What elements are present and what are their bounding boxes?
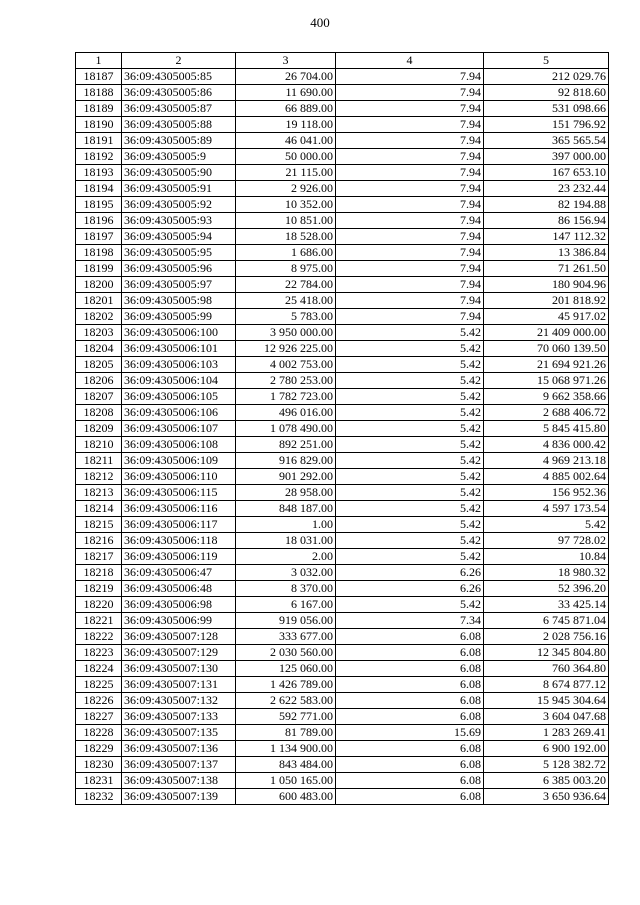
rate-cell: 6.08	[336, 645, 484, 661]
rate-cell: 7.94	[336, 181, 484, 197]
row-number-cell: 18189	[76, 101, 122, 117]
table-row	[76, 437, 609, 453]
table-row	[76, 485, 609, 501]
value-cell: 6 745 871.04	[484, 613, 609, 629]
rate-cell: 7.94	[336, 85, 484, 101]
rate-cell: 6.08	[336, 629, 484, 645]
table-row	[76, 693, 609, 709]
area-cell: 1 078 490.00	[236, 421, 336, 437]
cadastral-number-cell: 36:09:4305007:129	[122, 645, 236, 661]
area-cell: 1 782 723.00	[236, 389, 336, 405]
rate-cell: 5.42	[336, 421, 484, 437]
table-row	[76, 165, 609, 181]
area-cell: 81 789.00	[236, 725, 336, 741]
column-header-4: 4	[336, 53, 484, 69]
row-number-cell: 18230	[76, 757, 122, 773]
value-cell: 33 425.14	[484, 597, 609, 613]
area-cell: 8 370.00	[236, 581, 336, 597]
table-row	[76, 709, 609, 725]
cadastral-number-cell: 36:09:4305006:106	[122, 405, 236, 421]
value-cell: 151 796.92	[484, 117, 609, 133]
area-cell: 600 483.00	[236, 789, 336, 805]
row-number-cell: 18195	[76, 197, 122, 213]
row-number-cell: 18227	[76, 709, 122, 725]
rate-cell: 6.08	[336, 773, 484, 789]
area-cell: 919 056.00	[236, 613, 336, 629]
rate-cell: 7.94	[336, 165, 484, 181]
column-header-2: 2	[122, 53, 236, 69]
table-row	[76, 293, 609, 309]
row-number-cell: 18203	[76, 325, 122, 341]
table-row	[76, 789, 609, 805]
table-row	[76, 245, 609, 261]
value-cell: 365 565.54	[484, 133, 609, 149]
value-cell: 8 674 877.12	[484, 677, 609, 693]
row-number-cell: 18197	[76, 229, 122, 245]
table-row	[76, 773, 609, 789]
table-row	[76, 613, 609, 629]
cadastral-number-cell: 36:09:4305007:136	[122, 741, 236, 757]
table-row	[76, 85, 609, 101]
rate-cell: 6.08	[336, 741, 484, 757]
row-number-cell: 18210	[76, 437, 122, 453]
table-row	[76, 469, 609, 485]
table-row	[76, 725, 609, 741]
area-cell: 1 050 165.00	[236, 773, 336, 789]
area-cell: 1 134 900.00	[236, 741, 336, 757]
cadastral-number-cell: 36:09:4305005:93	[122, 213, 236, 229]
rate-cell: 7.94	[336, 277, 484, 293]
rate-cell: 7.94	[336, 245, 484, 261]
value-cell: 5 128 382.72	[484, 757, 609, 773]
row-number-cell: 18229	[76, 741, 122, 757]
cadastral-number-cell: 36:09:4305006:104	[122, 373, 236, 389]
rate-cell: 5.42	[336, 405, 484, 421]
value-cell: 23 232.44	[484, 181, 609, 197]
row-number-cell: 18207	[76, 389, 122, 405]
area-cell: 916 829.00	[236, 453, 336, 469]
cadastral-number-cell: 36:09:4305006:108	[122, 437, 236, 453]
row-number-cell: 18198	[76, 245, 122, 261]
row-number-cell: 18194	[76, 181, 122, 197]
value-cell: 97 728.02	[484, 533, 609, 549]
value-cell: 167 653.10	[484, 165, 609, 181]
table-row	[76, 453, 609, 469]
area-cell: 592 771.00	[236, 709, 336, 725]
rate-cell: 7.94	[336, 117, 484, 133]
row-number-cell: 18231	[76, 773, 122, 789]
rate-cell: 7.94	[336, 213, 484, 229]
table-row	[76, 661, 609, 677]
value-cell: 52 396.20	[484, 581, 609, 597]
cadastral-number-cell: 36:09:4305006:115	[122, 485, 236, 501]
rate-cell: 7.94	[336, 309, 484, 325]
row-number-cell: 18199	[76, 261, 122, 277]
row-number-cell: 18206	[76, 373, 122, 389]
area-cell: 21 115.00	[236, 165, 336, 181]
page-number: 400	[310, 15, 330, 30]
table-row	[76, 213, 609, 229]
area-cell: 2 030 560.00	[236, 645, 336, 661]
table-row	[76, 325, 609, 341]
row-number-cell: 18187	[76, 69, 122, 85]
area-cell: 19 118.00	[236, 117, 336, 133]
area-cell: 18 528.00	[236, 229, 336, 245]
cadastral-number-cell: 36:09:4305005:89	[122, 133, 236, 149]
rate-cell: 7.94	[336, 133, 484, 149]
rate-cell: 5.42	[336, 597, 484, 613]
row-number-cell: 18202	[76, 309, 122, 325]
table-row	[76, 645, 609, 661]
cadastral-number-cell: 36:09:4305005:94	[122, 229, 236, 245]
table-row	[76, 69, 609, 85]
table-row	[76, 517, 609, 533]
table-row	[76, 229, 609, 245]
row-number-cell: 18200	[76, 277, 122, 293]
value-cell: 6 385 003.20	[484, 773, 609, 789]
table-row	[76, 389, 609, 405]
value-cell: 10.84	[484, 549, 609, 565]
row-number-cell: 18205	[76, 357, 122, 373]
table-row	[76, 373, 609, 389]
value-cell: 21 409 000.00	[484, 325, 609, 341]
rate-cell: 6.08	[336, 789, 484, 805]
value-cell: 70 060 139.50	[484, 341, 609, 357]
row-number-cell: 18220	[76, 597, 122, 613]
rate-cell: 5.42	[336, 453, 484, 469]
cadastral-number-cell: 36:09:4305006:100	[122, 325, 236, 341]
table-row	[76, 677, 609, 693]
area-cell: 1 686.00	[236, 245, 336, 261]
row-number-cell: 18232	[76, 789, 122, 805]
area-cell: 26 704.00	[236, 69, 336, 85]
rate-cell: 7.94	[336, 229, 484, 245]
value-cell: 4 836 000.42	[484, 437, 609, 453]
cadastral-number-cell: 36:09:4305006:48	[122, 581, 236, 597]
value-cell: 212 029.76	[484, 69, 609, 85]
cadastral-number-cell: 36:09:4305005:90	[122, 165, 236, 181]
row-number-cell: 18221	[76, 613, 122, 629]
area-cell: 18 031.00	[236, 533, 336, 549]
cadastral-number-cell: 36:09:4305005:92	[122, 197, 236, 213]
cadastral-number-cell: 36:09:4305005:85	[122, 69, 236, 85]
table-row	[76, 197, 609, 213]
row-number-cell: 18214	[76, 501, 122, 517]
table-row	[76, 565, 609, 581]
value-cell: 18 980.32	[484, 565, 609, 581]
area-cell: 8 975.00	[236, 261, 336, 277]
cadastral-number-cell: 36:09:4305007:131	[122, 677, 236, 693]
rate-cell: 7.94	[336, 293, 484, 309]
cadastral-number-cell: 36:09:4305005:96	[122, 261, 236, 277]
row-number-cell: 18222	[76, 629, 122, 645]
rate-cell: 6.26	[336, 581, 484, 597]
cadastral-number-cell: 36:09:4305006:103	[122, 357, 236, 373]
cadastral-number-cell: 36:09:4305007:135	[122, 725, 236, 741]
table-row	[76, 277, 609, 293]
area-cell: 843 484.00	[236, 757, 336, 773]
value-cell: 531 098.66	[484, 101, 609, 117]
cadastral-number-cell: 36:09:4305005:95	[122, 245, 236, 261]
rate-cell: 15.69	[336, 725, 484, 741]
table-row	[76, 117, 609, 133]
area-cell: 496 016.00	[236, 405, 336, 421]
rate-cell: 5.42	[336, 357, 484, 373]
table-row	[76, 757, 609, 773]
value-cell: 71 261.50	[484, 261, 609, 277]
table-header-row	[76, 53, 609, 69]
value-cell: 21 694 921.26	[484, 357, 609, 373]
row-number-cell: 18225	[76, 677, 122, 693]
cadastral-number-cell: 36:09:4305006:116	[122, 501, 236, 517]
row-number-cell: 18215	[76, 517, 122, 533]
cadastral-number-cell: 36:09:4305007:137	[122, 757, 236, 773]
table-row	[76, 101, 609, 117]
value-cell: 4 969 213.18	[484, 453, 609, 469]
value-cell: 760 364.80	[484, 661, 609, 677]
rate-cell: 5.42	[336, 549, 484, 565]
row-number-cell: 18211	[76, 453, 122, 469]
cadastral-number-cell: 36:09:4305005:91	[122, 181, 236, 197]
row-number-cell: 18218	[76, 565, 122, 581]
row-number-cell: 18209	[76, 421, 122, 437]
table-row	[76, 629, 609, 645]
rate-cell: 5.42	[336, 517, 484, 533]
area-cell: 2 926.00	[236, 181, 336, 197]
cadastral-number-cell: 36:09:4305005:97	[122, 277, 236, 293]
row-number-cell: 18213	[76, 485, 122, 501]
table-row	[76, 581, 609, 597]
rate-cell: 5.42	[336, 533, 484, 549]
row-number-cell: 18224	[76, 661, 122, 677]
table-body	[76, 53, 609, 805]
row-number-cell: 18201	[76, 293, 122, 309]
area-cell: 848 187.00	[236, 501, 336, 517]
area-cell: 892 251.00	[236, 437, 336, 453]
area-cell: 25 418.00	[236, 293, 336, 309]
row-number-cell: 18190	[76, 117, 122, 133]
value-cell: 9 662 358.66	[484, 389, 609, 405]
table-row	[76, 741, 609, 757]
cadastral-number-cell: 36:09:4305006:105	[122, 389, 236, 405]
value-cell: 3 650 936.64	[484, 789, 609, 805]
table-row	[76, 597, 609, 613]
value-cell: 2 028 756.16	[484, 629, 609, 645]
cadastral-number-cell: 36:09:4305005:86	[122, 85, 236, 101]
value-cell: 5 845 415.80	[484, 421, 609, 437]
area-cell: 11 690.00	[236, 85, 336, 101]
area-cell: 333 677.00	[236, 629, 336, 645]
table-row	[76, 501, 609, 517]
cadastral-number-cell: 36:09:4305006:107	[122, 421, 236, 437]
cadastral-number-cell: 36:09:4305007:128	[122, 629, 236, 645]
rate-cell: 6.08	[336, 757, 484, 773]
table-row	[76, 309, 609, 325]
rate-cell: 5.42	[336, 501, 484, 517]
table-row	[76, 533, 609, 549]
value-cell: 86 156.94	[484, 213, 609, 229]
table-row	[76, 133, 609, 149]
column-header-1: 1	[76, 53, 122, 69]
area-cell: 50 000.00	[236, 149, 336, 165]
table-row	[76, 149, 609, 165]
row-number-cell: 18192	[76, 149, 122, 165]
value-cell: 92 818.60	[484, 85, 609, 101]
area-cell: 2.00	[236, 549, 336, 565]
cadastral-number-cell: 36:09:4305006:109	[122, 453, 236, 469]
row-number-cell: 18223	[76, 645, 122, 661]
rate-cell: 7.94	[336, 149, 484, 165]
cadastral-number-cell: 36:09:4305006:118	[122, 533, 236, 549]
value-cell: 3 604 047.68	[484, 709, 609, 725]
table-row	[76, 261, 609, 277]
row-number-cell: 18193	[76, 165, 122, 181]
area-cell: 901 292.00	[236, 469, 336, 485]
cadastral-number-cell: 36:09:4305006:117	[122, 517, 236, 533]
value-cell: 45 917.02	[484, 309, 609, 325]
cadastral-value-table	[75, 52, 609, 805]
rate-cell: 6.08	[336, 677, 484, 693]
area-cell: 28 958.00	[236, 485, 336, 501]
area-cell: 1 426 789.00	[236, 677, 336, 693]
value-cell: 82 194.88	[484, 197, 609, 213]
area-cell: 2 780 253.00	[236, 373, 336, 389]
rate-cell: 7.94	[336, 197, 484, 213]
cadastral-number-cell: 36:09:4305006:110	[122, 469, 236, 485]
row-number-cell: 18196	[76, 213, 122, 229]
rate-cell: 6.26	[336, 565, 484, 581]
cadastral-number-cell: 36:09:4305006:47	[122, 565, 236, 581]
value-cell: 5.42	[484, 517, 609, 533]
area-cell: 125 060.00	[236, 661, 336, 677]
table-row	[76, 357, 609, 373]
rate-cell: 6.08	[336, 693, 484, 709]
column-header-5: 5	[484, 53, 609, 69]
table-row	[76, 421, 609, 437]
cadastral-number-cell: 36:09:4305005:99	[122, 309, 236, 325]
area-cell: 1.00	[236, 517, 336, 533]
area-cell: 2 622 583.00	[236, 693, 336, 709]
rate-cell: 6.08	[336, 709, 484, 725]
value-cell: 4 597 173.54	[484, 501, 609, 517]
area-cell: 5 783.00	[236, 309, 336, 325]
cadastral-number-cell: 36:09:4305007:138	[122, 773, 236, 789]
cadastral-number-cell: 36:09:4305005:9	[122, 149, 236, 165]
rate-cell: 6.08	[336, 661, 484, 677]
value-cell: 156 952.36	[484, 485, 609, 501]
rate-cell: 5.42	[336, 373, 484, 389]
area-cell: 6 167.00	[236, 597, 336, 613]
column-header-3: 3	[236, 53, 336, 69]
row-number-cell: 18188	[76, 85, 122, 101]
table-row	[76, 181, 609, 197]
cadastral-number-cell: 36:09:4305005:87	[122, 101, 236, 117]
value-cell: 12 345 804.80	[484, 645, 609, 661]
rate-cell: 7.34	[336, 613, 484, 629]
rate-cell: 5.42	[336, 437, 484, 453]
area-cell: 10 851.00	[236, 213, 336, 229]
cadastral-number-cell: 36:09:4305005:88	[122, 117, 236, 133]
value-cell: 2 688 406.72	[484, 405, 609, 421]
table-row	[76, 549, 609, 565]
cadastral-number-cell: 36:09:4305007:133	[122, 709, 236, 725]
value-cell: 147 112.32	[484, 229, 609, 245]
value-cell: 397 000.00	[484, 149, 609, 165]
value-cell: 201 818.92	[484, 293, 609, 309]
value-cell: 6 900 192.00	[484, 741, 609, 757]
area-cell: 3 032.00	[236, 565, 336, 581]
rate-cell: 7.94	[336, 101, 484, 117]
row-number-cell: 18212	[76, 469, 122, 485]
rate-cell: 5.42	[336, 485, 484, 501]
rate-cell: 5.42	[336, 389, 484, 405]
rate-cell: 5.42	[336, 469, 484, 485]
row-number-cell: 18208	[76, 405, 122, 421]
cadastral-number-cell: 36:09:4305006:101	[122, 341, 236, 357]
area-cell: 22 784.00	[236, 277, 336, 293]
value-cell: 4 885 002.64	[484, 469, 609, 485]
area-cell: 3 950 000.00	[236, 325, 336, 341]
rate-cell: 7.94	[336, 261, 484, 277]
row-number-cell: 18219	[76, 581, 122, 597]
cadastral-number-cell: 36:09:4305005:98	[122, 293, 236, 309]
rate-cell: 7.94	[336, 69, 484, 85]
row-number-cell: 18216	[76, 533, 122, 549]
row-number-cell: 18226	[76, 693, 122, 709]
value-cell: 180 904.96	[484, 277, 609, 293]
row-number-cell: 18228	[76, 725, 122, 741]
cadastral-number-cell: 36:09:4305007:139	[122, 789, 236, 805]
cadastral-number-cell: 36:09:4305006:119	[122, 549, 236, 565]
cadastral-number-cell: 36:09:4305007:130	[122, 661, 236, 677]
cadastral-number-cell: 36:09:4305006:98	[122, 597, 236, 613]
area-cell: 10 352.00	[236, 197, 336, 213]
cadastral-number-cell: 36:09:4305006:99	[122, 613, 236, 629]
value-cell: 1 283 269.41	[484, 725, 609, 741]
area-cell: 46 041.00	[236, 133, 336, 149]
rate-cell: 5.42	[336, 325, 484, 341]
area-cell: 4 002 753.00	[236, 357, 336, 373]
area-cell: 12 926 225.00	[236, 341, 336, 357]
row-number-cell: 18191	[76, 133, 122, 149]
rate-cell: 5.42	[336, 341, 484, 357]
table-row	[76, 341, 609, 357]
row-number-cell: 18217	[76, 549, 122, 565]
area-cell: 66 889.00	[236, 101, 336, 117]
value-cell: 15 068 971.26	[484, 373, 609, 389]
value-cell: 15 945 304.64	[484, 693, 609, 709]
cadastral-number-cell: 36:09:4305007:132	[122, 693, 236, 709]
value-cell: 13 386.84	[484, 245, 609, 261]
row-number-cell: 18204	[76, 341, 122, 357]
table-row	[76, 405, 609, 421]
